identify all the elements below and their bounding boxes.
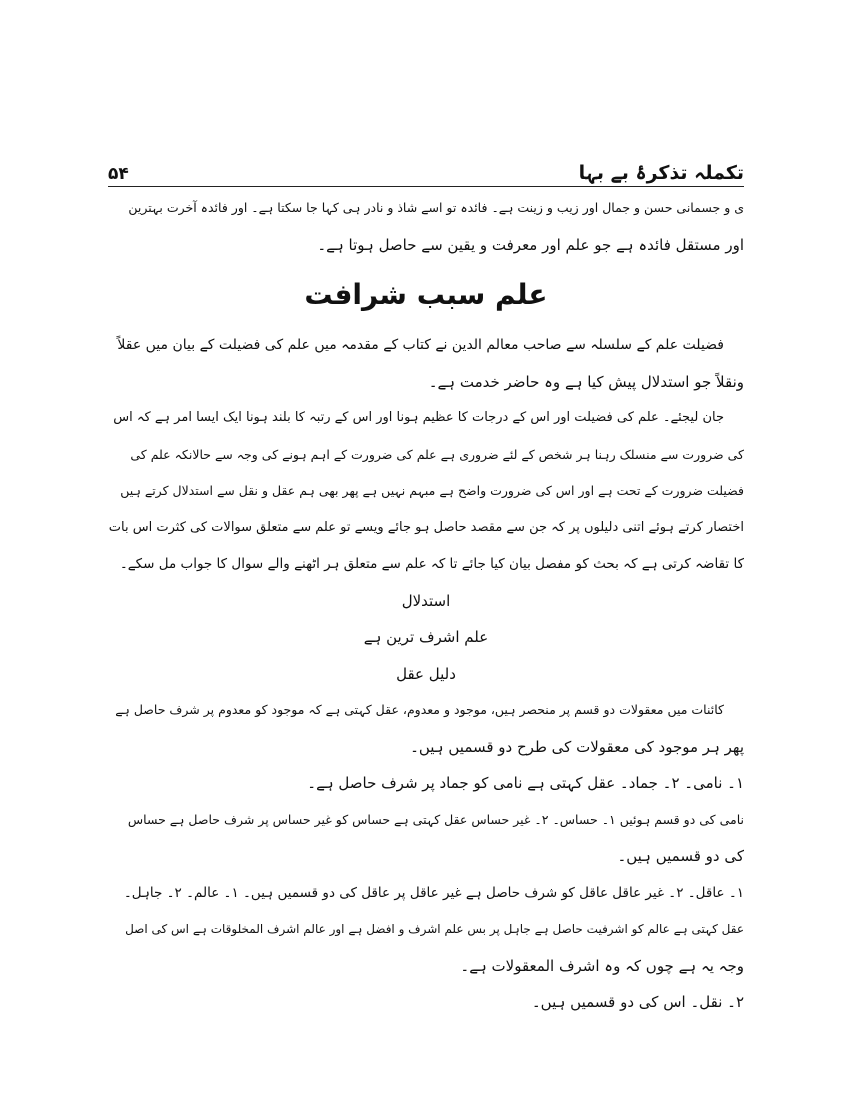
- text-line: ۱۔ نامی۔ ۲۔ جماد۔ عقل کہتی ہے نامی کو جماد پر شرف حاصل ہے۔: [307, 774, 744, 792]
- text-line: وجہ یہ ہے چوں کہ وہ اشرف المعقولات ہے۔: [460, 956, 744, 975]
- text-line: کی ضرورت سے منسلک رہنا ہر شخص کے لئے ضروری ہے علم کی ضرورت کے اہم ہونے کی وجہ سے حالانکہ علم کی: [130, 446, 744, 462]
- running-header: [108, 150, 744, 184]
- book-title: تکملہ تذکرۂ بے بہا: [578, 162, 744, 184]
- text-line: پھر ہر موجود کی معقولات کی طرح دو قسمیں ہیں۔: [410, 737, 744, 756]
- text-line: اختصار کرتے ہوئے اتنی دلیلوں پر کہ جن سے مقصد حاصل ہو جائے ویسے تو علم سے متعلق سوالات کی کثرت اس بات: [108, 519, 744, 535]
- text-line: فضیلت ضرورت کے تحت ہے اور اس کی ضرورت واضح ہے مبہم نہیں ہے پھر بھی ہم عقل و نقل سے استدلال کرتے ہیں: [120, 483, 744, 498]
- text-line: ۱۔ عاقل۔ ۲۔ غیر عاقل عاقل کو شرف حاصل ہے غیر عاقل پر عاقل کی دو قسمیں ہیں۔ ۱۔ عالم۔ ۲۔ جاہل۔: [123, 884, 744, 901]
- text-line: عقل کہتی ہے عالم کو اشرفیت حاصل ہے جاہل پر بس علم اشرف و افضل ہے اور عالم اشرف المخلوقات ہے اس کی اصل: [125, 922, 744, 936]
- header-divider: [108, 186, 744, 187]
- centered-line: دلیل عقل: [396, 664, 456, 683]
- section-heading: علم سبب شرافت: [304, 278, 548, 311]
- text-line: فضیلت علم کے سلسلہ سے صاحب معالم الدین نے کتاب کے مقدمہ میں علم کی فضیلت کے بیان میں عقلاً: [117, 337, 724, 353]
- text-line: ۲۔ نقل۔ اس کی دو قسمیں ہیں۔: [531, 993, 744, 1011]
- text-line: کی دو قسمیں ہیں۔: [617, 847, 744, 865]
- centered-line: استدلال: [401, 591, 451, 610]
- text-line: جان لیجئے۔ علم کی فضیلت اور اس کے درجات کا عظیم ہونا اور اس کے رتبہ کا بلند ہونا ایک ایسا امر ہے کہ اس: [113, 410, 724, 425]
- text-line: کائنات میں معقولات دو قسم پر منحصر ہیں، موجود و معدوم، عقل کہتی ہے کہ موجود کو معدوم پر شرف حاصل ہے: [115, 702, 724, 717]
- page-number: ۵۴: [108, 164, 129, 184]
- text-line: کا تقاضہ کرتی ہے کہ بحث کو مفصل بیان کیا جائے تا کہ علم سے متعلق ہر اٹھنے والے سوال کا جواب مل سکے۔: [119, 556, 744, 572]
- text-line: اور مستقل فائدہ ہے جو علم اور معرفت و یقین سے حاصل ہوتا ہے۔: [317, 235, 744, 254]
- text-line: ونقلاً جو استدلال پیش کیا ہے وہ حاضر خدمت ہے۔: [428, 372, 744, 391]
- page-body: [108, 190, 744, 1021]
- text-line: نامی کی دو قسم ہوئیں ۱۔ حساس۔ ۲۔ غیر حساس عقل کہتی ہے حساس کو غیر حساس پر شرف حاصل ہے حساس: [127, 811, 744, 827]
- text-line: ی و جسمانی حسن و جمال اور زیب و زینت ہے۔ فائدہ تو اسے شاذ و نادر ہی کہا جا سکتا ہے۔ اور فائدہ آخرت بہترین: [128, 200, 744, 215]
- centered-line: علم اشرف ترین ہے: [363, 628, 489, 646]
